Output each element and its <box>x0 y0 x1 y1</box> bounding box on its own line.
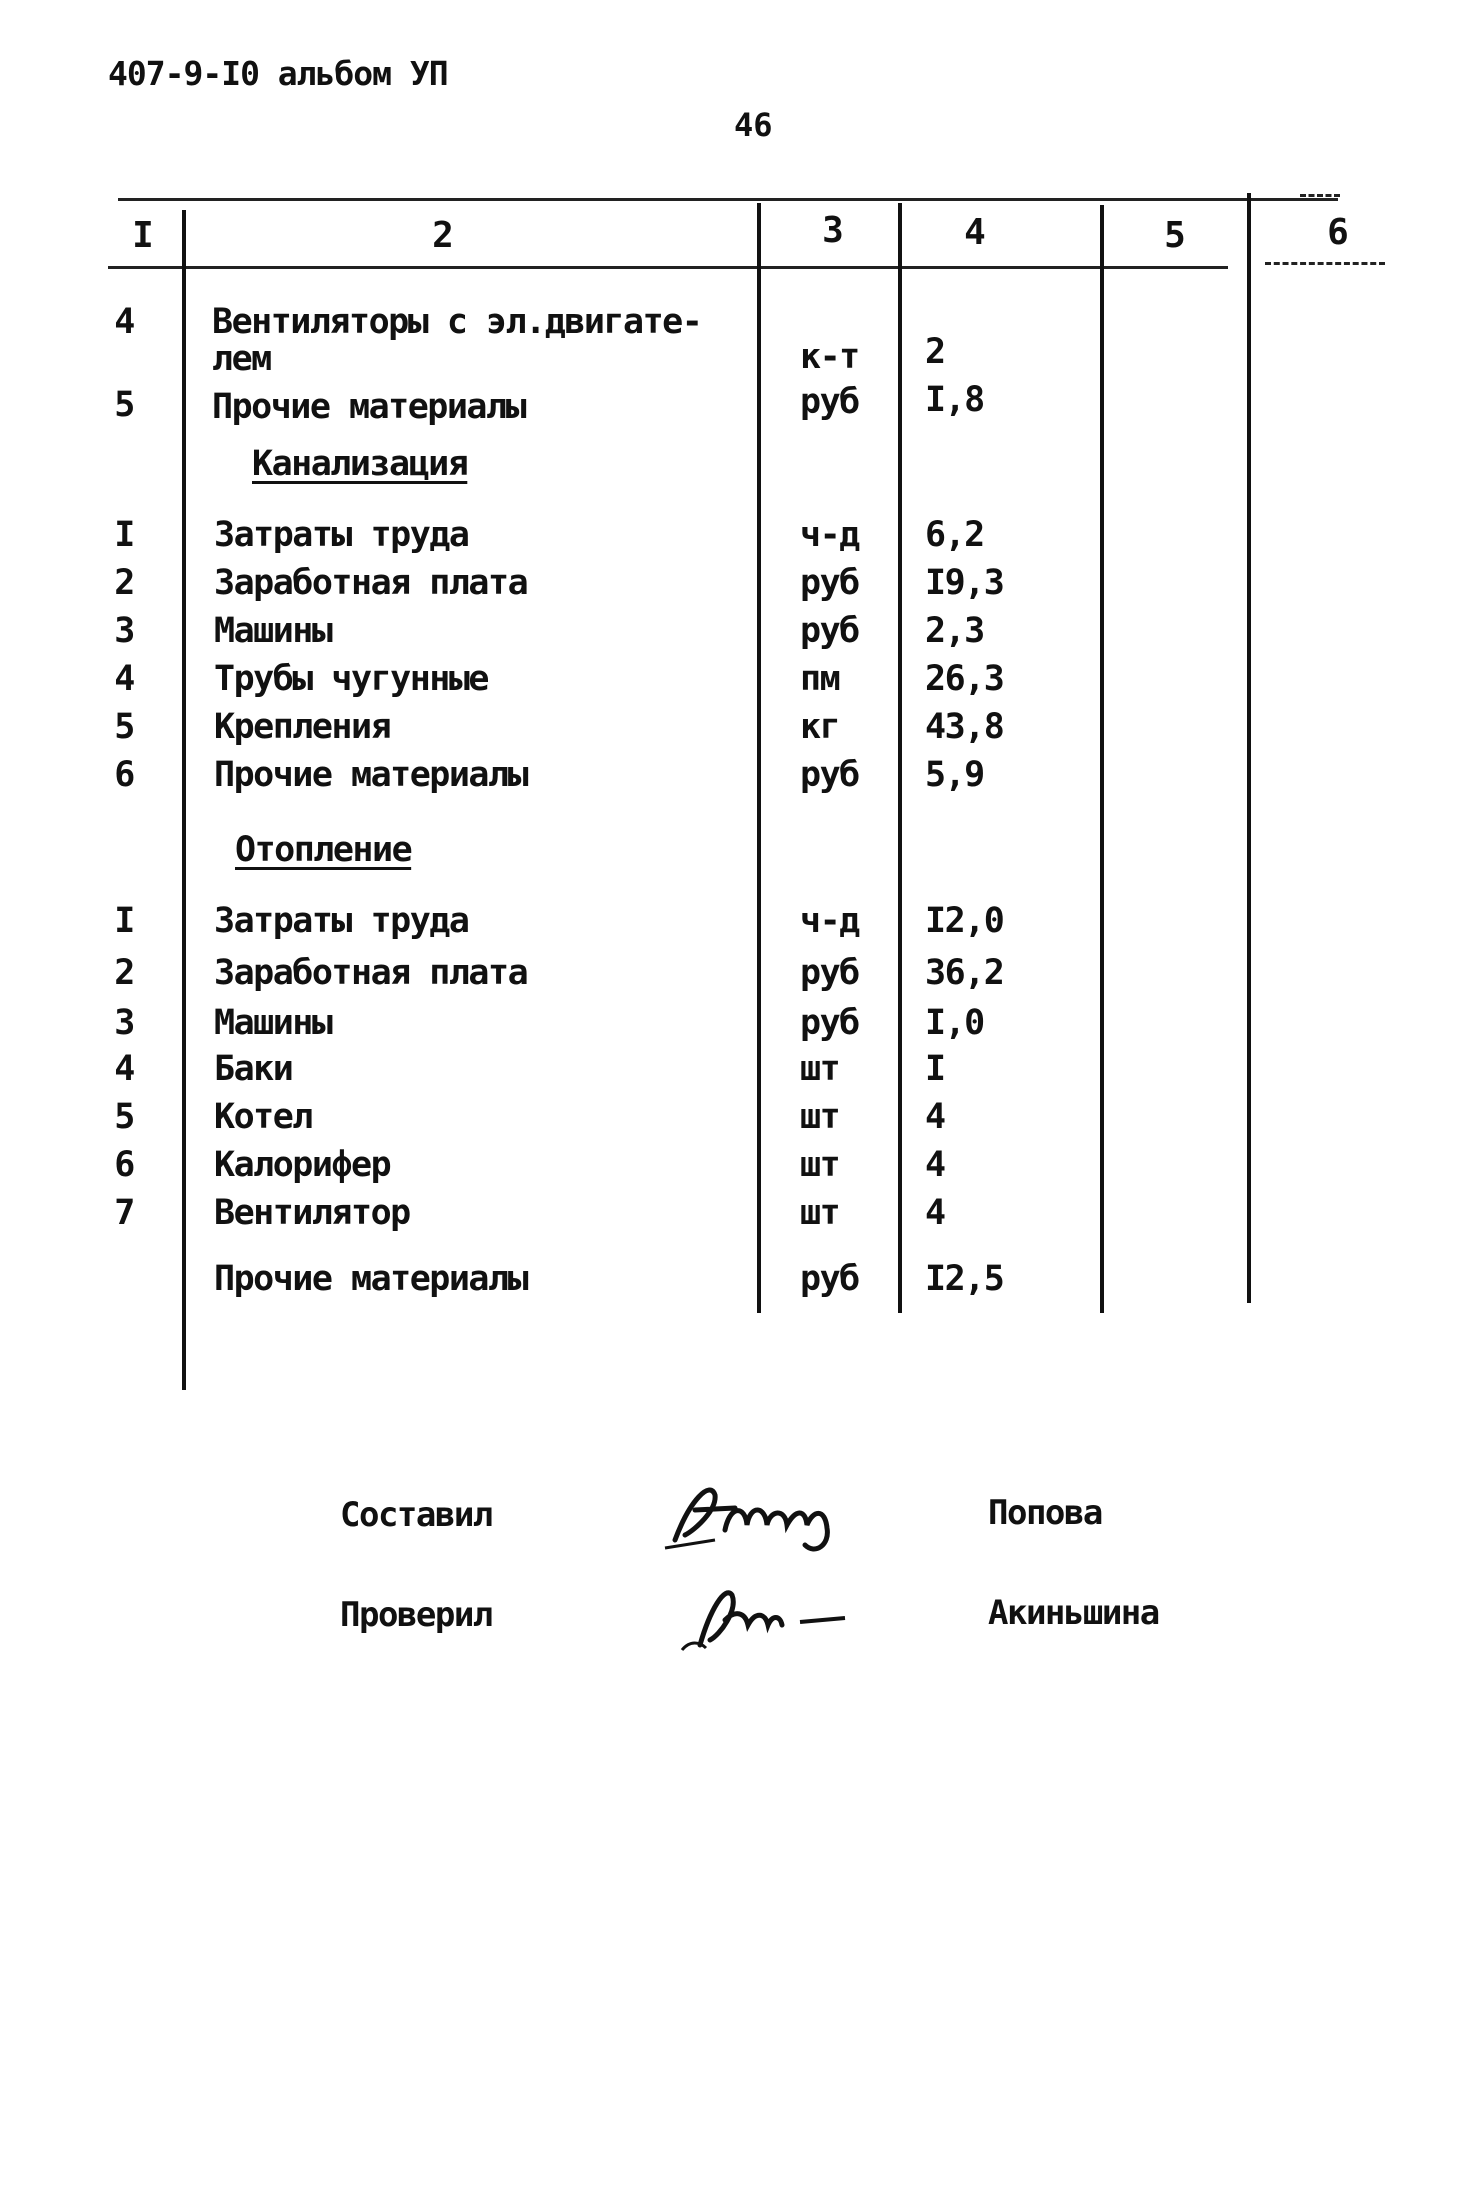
row-number: 3 <box>114 1003 134 1043</box>
item-qty: 2 <box>925 332 945 372</box>
row-number: 4 <box>114 659 134 699</box>
item-unit: кг <box>800 707 840 747</box>
item-name: Баки <box>214 1049 293 1089</box>
item-name: Затраты труда <box>214 515 469 555</box>
row-number: 4 <box>114 302 134 342</box>
item-qty: 2,3 <box>925 611 984 651</box>
col-divider-4 <box>1100 205 1104 1313</box>
signature-compiled <box>655 1470 875 1560</box>
item-name-cont: лем <box>212 339 271 379</box>
item-qty: 43,8 <box>925 707 1004 747</box>
item-unit: шт <box>800 1049 840 1089</box>
item-unit: шт <box>800 1145 840 1185</box>
item-unit: ч-д <box>800 515 859 555</box>
document-code: 407-9-I0 альбом УП <box>108 54 448 93</box>
item-name: Прочие материалы <box>214 1259 528 1299</box>
item-name: Прочие материалы <box>212 387 526 427</box>
item-qty: I2,0 <box>925 901 1004 941</box>
compiled-name: Попова <box>988 1493 1102 1533</box>
col-divider-5 <box>1247 193 1251 1303</box>
row-number: I <box>114 515 134 555</box>
item-qty: 4 <box>925 1193 945 1233</box>
item-qty: 26,3 <box>925 659 1004 699</box>
item-name: Заработная плата <box>214 953 528 993</box>
table-top-rule <box>118 198 1338 201</box>
item-name: Калорифер <box>214 1145 391 1185</box>
item-unit: шт <box>800 1193 840 1233</box>
col-header-6: 6 <box>1327 212 1349 253</box>
item-unit: руб <box>800 563 859 603</box>
item-name: Затраты труда <box>214 901 469 941</box>
col-header-1: I <box>132 215 154 256</box>
item-name: Крепления <box>214 707 391 747</box>
col-header-4: 4 <box>964 212 986 253</box>
row-number: 4 <box>114 1049 134 1089</box>
checked-name: Акиньшина <box>988 1593 1159 1633</box>
col-header-2: 2 <box>432 215 454 256</box>
item-name: Котел <box>214 1097 312 1137</box>
item-name: Вентилятор <box>214 1193 410 1233</box>
table-top-rule-right <box>1300 194 1340 197</box>
row-number: 5 <box>114 1097 134 1137</box>
page-number: 46 <box>734 106 773 144</box>
item-unit: руб <box>800 611 859 651</box>
col-divider-1 <box>182 210 186 1390</box>
item-unit: руб <box>800 953 859 993</box>
item-qty: I2,5 <box>925 1259 1004 1299</box>
item-unit: к-т <box>800 337 859 377</box>
section-title-otoplenie: Отопление <box>235 830 412 870</box>
header-rule <box>108 266 1228 269</box>
row-number: 3 <box>114 611 134 651</box>
section-title-kanalizatsiya: Канализация <box>252 444 468 484</box>
item-name: Машины <box>214 611 332 651</box>
row-number: 6 <box>114 755 134 795</box>
item-qty: 36,2 <box>925 953 1004 993</box>
row-number: 6 <box>114 1145 134 1185</box>
item-qty: 4 <box>925 1097 945 1137</box>
row-number: 7 <box>114 1193 134 1233</box>
row-number: I <box>114 901 134 941</box>
row-number: 5 <box>114 385 134 425</box>
item-unit: руб <box>800 1003 859 1043</box>
item-unit: руб <box>800 755 859 795</box>
item-qty: 5,9 <box>925 755 984 795</box>
item-qty: I,8 <box>925 380 984 420</box>
col-divider-2 <box>757 203 761 1313</box>
row-number: 2 <box>114 563 134 603</box>
item-unit: руб <box>800 1259 859 1299</box>
item-qty: 4 <box>925 1145 945 1185</box>
item-name: Заработная плата <box>214 563 528 603</box>
item-name: Прочие материалы <box>214 755 528 795</box>
item-qty: I <box>925 1049 945 1089</box>
item-unit: шт <box>800 1097 840 1137</box>
signature-checked <box>670 1570 860 1660</box>
row-number: 5 <box>114 707 134 747</box>
item-name: Трубы чугунные <box>214 659 489 699</box>
row-number: 2 <box>114 953 134 993</box>
item-unit: руб <box>800 382 859 422</box>
item-unit: пм <box>800 659 840 699</box>
header-rule-right <box>1265 262 1385 265</box>
item-qty: 6,2 <box>925 515 984 555</box>
item-name: Вентиляторы с эл.двигате- <box>212 302 702 342</box>
col-header-3: 3 <box>822 210 844 251</box>
item-name: Машины <box>214 1003 332 1043</box>
item-unit: ч-д <box>800 901 859 941</box>
checked-label: Проверил <box>340 1595 492 1635</box>
item-qty: I,0 <box>925 1003 984 1043</box>
col-header-5: 5 <box>1164 215 1186 256</box>
compiled-label: Составил <box>340 1495 492 1535</box>
col-divider-3 <box>898 203 902 1313</box>
item-qty: I9,3 <box>925 563 1004 603</box>
